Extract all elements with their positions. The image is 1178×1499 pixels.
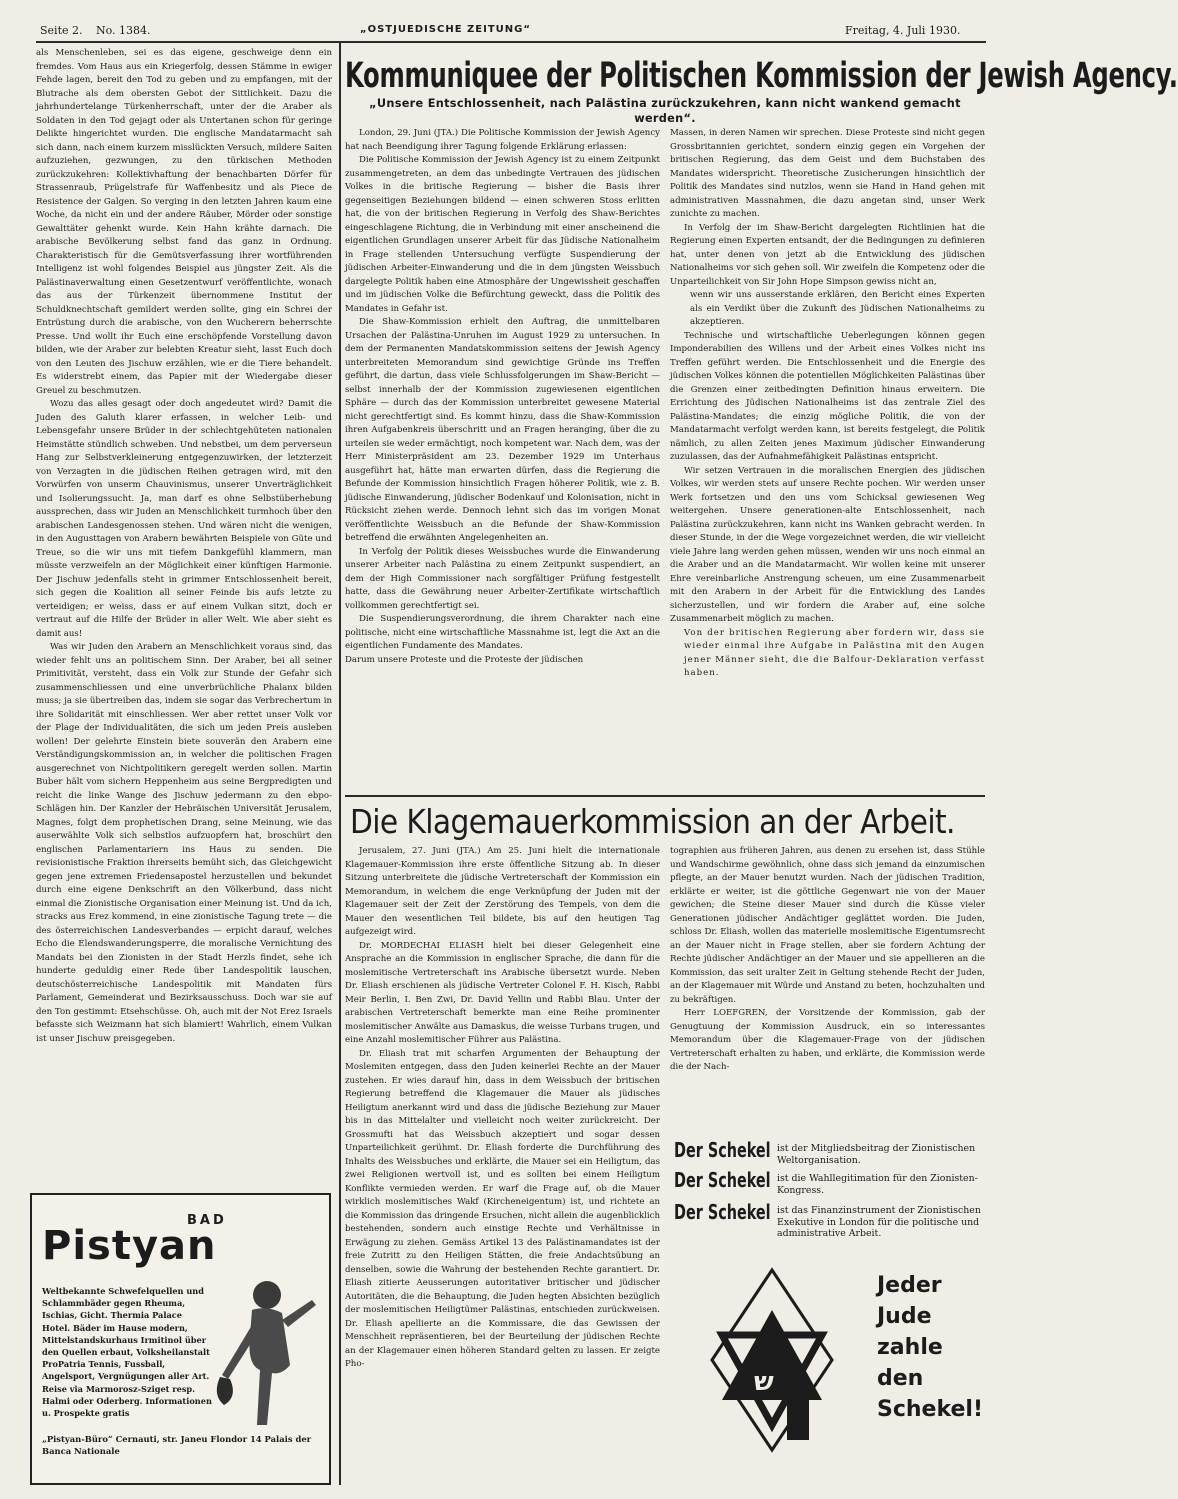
a1-p1: London, 29. Juni (JTA.) Die Politische Kommission der Jewish Agency hat nach Beendigung ihrer Tagung folgende Erklärung erlassen: — [345, 128, 660, 152]
page-header — [40, 24, 985, 40]
page-number: Seite 2. — [40, 24, 83, 37]
left-para-3: Was wir Juden den Arabern an Menschlichkeit voraus sind, das wieder fehlt uns an politischem Sinn. Der Araber, bei all seiner Primitivität, versteht, dass ein Volk zur Stunde der Gefahr sich zusammenschliessen und eine unverbrüchliche Phalanx bilden muss; ja sie übertreiben das, indem sie sogar das Verbrechertum in ihre Solidarität mit einschliessen. Wer aber rettet unser Volk vor der Plage der Individualitäten, die sich um jeden Preis ausleben wollen! Der gelehrte Einstein biete souverän den Arabern eine Verständigungskommission an, in welcher die politischen Fragen ausgerechnet von Nichtpolitikern geregelt werden sollen. Martin Buber hält vom sichern Heppenheim aus seine Bergpredigten und reicht die linke Wange des Jischuw jedermann zu den ebpo-Schlägen hin. Der Kanzler der Hebräischen Universität Jerusalem, Magnes, folgt dem prophetischen Drang, seine Meinung, wie das auserwählte Volk sich selbstlos aufzuopfern hat, broschürt den englischen Parlamentariern ins Haus zu senden. Die revisionistische Fraktion ihrerseits bemüht sich, das Gleichgewicht gegen jene extremen Friedensapostel herzustellen und bekundet durch eine eigene Denkschrift an den Völkerbund, dass nicht einmal die Zionistische Organisation einer Meinung ist. Und da ich, stracks aus Erez kommend, in eine zionistische Tagung trete — die des österreichischen Landesverbandes — erpicht darauf, welches Echo die Elendswanderungsperre, die moralische Vernichtung des Mandats bei den Zionisten in der Stadt Herzls findet, sehe ich hunderte geduldig einer Rede über Landespolitik lauschen, deutschösterreichische Landespolitik mit Mandaten fürs Parlament, Gemeinderat und Bezirksausschuss. Doch war sie auf den Ton gestimmt: Etsehschüsse. Oh, auch mit der Not Erez Israels befasste sich Weizmann hat sich blamiert! Wahrlich, einem Vulkan ist unser Jischuw preisgegeben. — [36, 642, 332, 1044]
slogan-line-1: Jeder — [877, 1273, 942, 1298]
a2-q2: Herr LOEFGREN, der Vorsitzende der Kommission, gab der Genugtuung der Kommission Ausdruck, ein so interessantes Memorandum über die Klagemauer-Frage von der jüdischen Vertreterschaft erhalten zu haben, und erklärte, die Kommission werde die der Nach- — [670, 1008, 985, 1072]
schekel-logo — [672, 1250, 986, 1485]
bather-illustration — [212, 1265, 322, 1435]
a2-q1: tographien aus früheren Jahren, aus denen zu ersehen ist, dass Stühle und Wandschirme gewöhnlich, ohne dass sich jemand da einzumischen pflegte, an der Mauer benutzt wurden. Nach der jüdischen Tradition, erklärte er weiter, ist die göttliche Gegenwart nie von der Mauer gewichen; die Steine dieser Mauer sind durch die Küsse vieler Generationen jüdischer Andächtiger geglättet worden. Die Juden, schloss Dr. Eliash, wollen das materielle moslemitische Eigentumsrecht an der Mauer nicht in Frage stellen, aber sie fordern Achtung der Rechte jüdischer Andächtiger an der Mauer und sie appellieren an die Kommission, das seit uralter Zeit in Geltung stehende Recht der Juden, an der Klagemauer mit Würde und Anstand zu beten, hochzuhalten und zu bekräftigen. — [670, 846, 985, 1005]
a1-p5: Die Suspendierungsverordnung, die ihrem Charakter nach eine politische, nicht eine wirtschaftliche Massnahme ist, legt die Axt an die eigentlichen Fundamente des Mandates. — [345, 614, 660, 651]
ad-body: Weltbekannte Schwefelquellen und Schlammbäder gegen Rheuma, Ischias, Gicht. Thermia Palace Hotel. Bäder im Hause modern, Mittelstandskurhaus Irmitinol über den Quellen erbaut, Volksheilanstalt ProPatria Tennis, Fussball, Angelsport, Vergnügungen aller Art. Reise via Marmorosz-Sziget resp. Halmi oder Oderberg. Informationen u. Prospekte gratis — [42, 1286, 212, 1419]
schekel-slogan — [877, 1270, 983, 1425]
a2-p2: Dr. MORDECHAI ELIASH hielt bei dieser Gelegenheit eine Ansprache an die Kommission in englischer Sprache, die dann für die moslemitische Vertreterschaft ins Arabische übersetzt wurde. Neben Dr. Eliash erschienen als jüdische Vertreter Colonel F. H. Kisch, Rabbi Meir Berlin, I. Ben Zwi, Dr. David Yellin und Rabbi Blau. Unter der arabischen Vertreterschaft bemerkte man eine Reihe prominenter moslemitischer Anwälte aus Damaskus, die weisse Turbans trugen, und eine Anzahl moslemitischer Führer aus Palästina. — [345, 940, 660, 1045]
article2-col-1 — [345, 845, 660, 1485]
left-column-article — [36, 47, 332, 1175]
left-para-1: als Menschenleben, sei es das eigene, geschweige denn ein fremdes. Vom Haus aus ein Kriegerfolg, dessen Stämme in ewiger Fehde lagen, bereit den Tod zu geben und zu empfangen, mit der Blutrache als dem obersten Gebot der Sittlichkeit. Dazu die jahrhundertelange Türkenherrschaft, unter der die Araber als Soldaten in den Tod gejagt oder als Untertanen schon für geringe Delikte hingerichtet wurden. Die englische Mandatarmacht sah sich dann, nach einem kurzem misslückten Versuch, mildere Saiten aufzuziehen, gezwungen, zu den türkischen Methoden zurückzukehren: Kollektivhaftung der benachbarten Dörfer für Strassenraub, Prügelstrafe für Waffenbesitz und als Piece de Resistence der Galgen. So verging in den letzten Jahren kaum eine Woche, da nicht ein und der andere Räuber, Mörder oder sonstige Gewalttäter gehenkt wurde. Kein Hahn krähte darnach. Die arabische Bevölkerung selbst fand das ganz in Ordnung. Charakteristisch für die Gemütsverfassung ihrer wortführenden Intelligenz ist wohl folgendes Beispiel aus jüngster Zeit. Als die Palästinaverwaltung einen Gesetzentwurf veröffentlichte, wonach das aus der Türkenzeit übernommene Institut der Schuldknechtschaft gemildert werden sollte, ging ein Schrei der Entrüstung durch die arabische, von den Wucherern beherrschte Presse. Und wollt ihr Euch eine erschöpfende Vorstellung davon bilden, wie der Araber zur belebten Kreatur sieht, lasst Euch doch von den Leuten des Jischuw erzählen, wie er die Tiere behandelt. Es widerstrebt einem, das Papier mit der Wiedergabe dieser Greuel zu beschmutzen. — [36, 48, 332, 396]
ad-brand: Pistyan — [42, 1223, 217, 1269]
article2-col-2 — [670, 845, 985, 1072]
pistyan-advertisement — [30, 1193, 331, 1485]
a1-q6: Von der britischen Regierung aber fordern wir, dass sie wieder einmal ihre Aufgabe in Palästina mit den Augen jener Männer sieht, die die Balfour-Deklaration verfasst haben. — [684, 627, 985, 678]
a1-q1: Massen, in deren Namen wir sprechen. Diese Proteste sind nicht gegen Grossbritannien gerichtet, sondern einzig gegen ein Vorgehen der britischen Regierung, das dem Geist und dem Buchstaben des Mandates widerspricht. Theoretische Zusicherungen hinsichtlich der Politik des Mandates sind nutzlos, wenn sie Hand in Hand gehen mit administrativen Massnahmen, die dazu angetan sind, unser Werk zunichte zu machen. — [670, 128, 985, 219]
a2-p3: Dr. Eliash trat mit scharfen Argumenten der Behauptung der Moslemiten entgegen, dass den Juden keinerlei Rechte an der Mauer zustehen. Er wies darauf hin, dass in dem Weissbuch der britischen Regierung betreffend die Klagemauer die Mauer als jüdisches Heiligtum anerkannt wird und dass die jüdische Beziehung zur Mauer bis in das Mittelalter und vielleicht noch weiter zurückreicht. Der Grossmufti hat das Weissbuch akzeptiert und sogar dessen Unparteilichkeit gerühmt. Dr. Eliash forderte die Durchführung des Inhalts des Weissbuches und erklärte, die Mauer sei ein Heiligtum, das zwei Religionen wertvoll ist, und es sollten bei einem Heiligtum Konflikte vermieden werden. Er warf die Frage auf, ob die Mauer wirklich moslemitisches Wakf (Kircheneigentum) ist, und richtete an die Kommission das dringende Ersuchen, nicht allein die augenblicklich bestehenden, sondern auch einstige Rechte und Verhältnisse in Erwägung zu ziehen. Gemäss Artikel 13 des Palästinamandates ist der freie Zutritt zu den Heiligen Stätten, die freie Andachtsübung an denselben, sowie die Wahrung der bestehenden Rechte garantiert. Dr. Eliash zitierte Aeusserungen autoritativer britischer und jüdischer Autoritäten, die die Behauptung, die Juden hegten Absichten bezüglich der moslemitischen Heiligtümer Palästinas, entschieden zurückweisen. Dr. Eliash apellierte an die Kommissare, die das Gewissen der Menschheit repräsentieren, bei der Beurteilung der jüdischen Rechte an der Klagemauer einen höheren Standard gelten zu lassen. Er zeigte Pho- — [345, 1048, 660, 1369]
slogan-line-4: den — [877, 1366, 924, 1391]
article2-headline: Die Klagemauerkommission an der Arbeit. — [350, 802, 955, 841]
column-divider — [339, 43, 341, 1485]
left-para-2: Wozu das alles gesagt oder doch angedeutet wird? Damit die Juden des Galuth klarer erfassen, in welcher Leib- und Lebensgefahr unsere Brüder in der schlechtgehüteten nationalen Heimstätte stündlich schweben. Und nebstbei, um dem perverseun Hang zur Selbstverkleinerung entgegenzuwirken, der letzterzeit von Verzagten in die jüdischen Reihen getragen wird, mit den Vorwürfen von unserm Chauvinismus, unserer Unverträglichkeit und Isolierungssucht. Ja, man darf es ohne Selbstüberhebung aussprechen, dass wir Juden an Menschlichkeit turmhoch über den arabischen Landesgenossen stehen. Und wären nicht die wenigen, in den Augusttagen von Arabern bewährten Beispiele von Güte und Treue, so die wir uns mit tiefem Dankgefühl klammern, man müsste verzweifeln an der Möglichkeit einer künftigen Harmonie. Der Jischuw jedenfalls steht in grimmer Entschlossenheit bereit, sich gegen die Koalition all seiner Feinde bis aufs letzte zu verteidigen; er weiss, dass er auf einem Vulkan sitzt, doch er vertraut auf die Hilfe der Brüder in aller Welt. Wie aber sieht es damit aus! — [36, 399, 332, 639]
a1-q2: In Verfolg der im Shaw-Bericht dargelegten Richtlinien hat die Regierung einen Experten entsandt, der die Bedingungen zu definieren hat, unter denen von jetzt ab die Entwicklung des jüdischen Nationalheims vor sich gehen soll. Wir zweifeln die Kompetenz oder die Unparteilichkeit von Sir John Hope Simpson gewiss nicht an, — [670, 222, 985, 287]
a1-p6: Darum unsere Proteste und die Proteste der jüdischen — [345, 654, 584, 665]
schekel-text-1: ist der Mitgliedsbeitrag der Zionistischen Weltorganisation. — [777, 1143, 976, 1166]
article-separator — [345, 795, 985, 797]
article1-headline: Kommuniquee der Politischen Kommission der Jewish Agency. — [345, 56, 1178, 97]
slogan-line-5: Schekel! — [877, 1397, 984, 1422]
schekel-item-3 — [674, 1200, 989, 1245]
schekel-text-2: ist die Wahllegitimation für den Zionisten-Kongress. — [777, 1173, 978, 1196]
a1-p4: In Verfolg der Politik dieses Weissbuches wurde die Einwanderung unserer Arbeiter nach Palästina zu einem Zeitpunkt suspendiert, an dem der High Commissioner nach sorgfältiger Prüfung festgestellt hatte, dass die Gewährung neuer Arbeiter-Zertifikate wirtschaftlich vollkommen gerechtfertigt sei. — [345, 546, 660, 611]
header-rule — [36, 41, 986, 43]
shekel-coin-icon — [672, 1250, 872, 1485]
schekel-label-3: Der Schekel — [674, 1200, 771, 1224]
a1-q5: Wir setzen Vertrauen in die moralischen Energien des jüdischen Volkes, wir werden stets auf unsere Rechte pochen. Wir werden unser Werk fortsetzen und den uns vom Schicksal gewiesenen Weg weitergehen. Unsere generationen-alte Entschlossenheit, nach Palästina zurückzukehren, kann nicht ins Wanken gebracht werden. In dieser Stunde, in der die Wege vorgezeichnet werden, die wir vielleicht viele Jahre lang werden gehen müssen, wenden wir uns noch einmal an die Araber und an die Mandatarmacht. Wir wollen keine mit unserer Ehre vereinbarliche Anstrengung scheuen, um eine Zusammenarbeit mit den Arabern in der Arbeit für die Entwicklung des Landes sicherzustellen, und wir fordern die Araber auf, eine solche Zusammenarbeit möglich zu machen. — [670, 465, 985, 624]
schekel-item-2 — [674, 1168, 989, 1199]
schekel-item-1 — [674, 1138, 989, 1169]
article1-col-2 — [670, 127, 985, 782]
ad-bad-label: BAD — [187, 1213, 227, 1228]
issue-number: No. 1384. — [96, 24, 151, 37]
article1-col-1 — [345, 127, 660, 782]
newspaper-title: „OSTJUEDISCHE ZEITUNG“ — [360, 24, 531, 35]
a1-p2: Die Politische Kommission der Jewish Agency ist zu einem Zeitpunkt zusammengetreten, an dem das unbedingte Vertrauen des jüdischen Volkes in die britische Regierung — bisher die Basis ihrer gegenseitigen Beziehungen bildend — einen schweren Stoss erlitten hat, die von der britischen Regierung in Verfolg des Shaw-Berichtes eingeschlagene Richtung, die in Verbindung mit einer anscheinend die eigentlichen Grundlagen unserer Arbeit für das Jüdische Nationalheim in Frage stellenden Untersuchung verfügte Suspendierung der jüdischen Arbeiter-Einwanderung und die in dem jüngsten Weissbuch dargelegte Politik haben eine Atmosphäre der Ungewissheit geschaffen und im jüdischen Volke die Befürchtung geweckt, dass die Politik des Mandates in Gefahr ist. — [345, 155, 660, 314]
slogan-line-3: zahle — [877, 1335, 943, 1360]
a1-q4: Technische und wirtschaftliche Ueberlegungen können gegen Imponderabilien des Willens und der Arbeit eines Volkes nicht ins Treffen geführt werden. Die Entschlossenheit und die Energie des jüdischen Volkes können die potentiellen Möglichkeiten Palästinas über die Grenzen einer zeitbedingten Definition hinaus erweitern. Die Errichtung des Jüdischen Nationalheims ist das zentrale Ziel des Palästina-Mandates; die einzig mögliche Politik, die von der Mandatarmacht verfolgt werden kann, ist bereits festgelegt, die Politik nämlich, zu allen Zeiten jenes Maximum jüdischer Einwanderung zuzulassen, das der Aufnahmefähigkeit Palästinas entspricht. — [670, 330, 985, 462]
issue-date: Freitag, 4. Juli 1930. — [845, 24, 961, 37]
svg-text:ש: ש — [754, 1367, 774, 1397]
a2-p1: Jerusalem, 27. Juni (JTA.) Am 25. Juni hielt die internationale Klagemauer-Kommission ihre erste öffentliche Sitzung ab. In dieser Sitzung unterbreitete die jüdische Vertreterschaft der Kommission ein Memorandum, in welchem die enge Verknüpfung der Juden mit der Klagemauer seit der Zeit der Zerstörung des Tempels, von dem die Mauer den wesentlichen Teil bildete, bis auf den heutigen Tag aufgezeigt wird. — [345, 846, 660, 937]
schekel-text-3: ist das Finanzinstrument der Zionistischen Exekutive in London für die politische und administrative Arbeit. — [777, 1205, 981, 1239]
a1-p3: Die Shaw-Kommission erhielt den Auftrag, die unmittelbaren Ursachen der Palästina-Unruhen im August 1929 zu untersuchen. In dem der Permanenten Mandatskommission seitens der Jewish Agency unterbreiteten Memorandum sind gewichtige Gründe ins Treffen geführt, die dartun, dass viele Schlussfolgerungen im Shaw-Bericht — selbst innerhalb der der Kommission zugewiesenen eigentlichen Sphäre — durch das der Kommission unterbreitet gewesene Material nicht gerechtfertigt sind. Es kommt hinzu, dass die Shaw-Kommission ihren Aufgabenkreis überschritt und an Fragen heranging, über die zu urteilen sie weder ermächtigt, noch kompetent war. Nach dem, was der Herr Ministerpräsident am 23. Dezember 1929 im Unterhaus ausgeführt hat, hätte man erwarten dürfen, dass die Regierung die Befunde der Kommission hinsichtlich Fragen höherer Politik, wie z. B. jüdische Einwanderung, jüdischer Bodenkauf und Kolonisation, nicht in Rücksicht ziehen werde. Dennoch lehnt sich das im vorigen Monat veröffentlichte Weissbuch an die Befunde der Shaw-Kommission betreffend die erwähnten Angelegenheiten an. — [345, 317, 660, 543]
a1-q3: wenn wir uns ausserstande erklären, den Bericht eines Experten als ein Verdikt über die Zukunft des Jüdischen Nationalheims zu akzeptieren. — [690, 290, 985, 327]
slogan-line-2: Jude — [877, 1304, 932, 1329]
schekel-label-2: Der Schekel — [674, 1168, 771, 1192]
article1-subheadline: „Unsere Entschlossenheit, nach Palästina zurückzukehren, kann nicht wankend gemacht werden“. — [369, 97, 961, 125]
schekel-label-1: Der Schekel — [674, 1138, 771, 1162]
ad-footer: „Pistyan-Büro“ Cernauti, str. Janeu Flondor 14 Palais der Banca Nationale — [42, 1434, 312, 1456]
